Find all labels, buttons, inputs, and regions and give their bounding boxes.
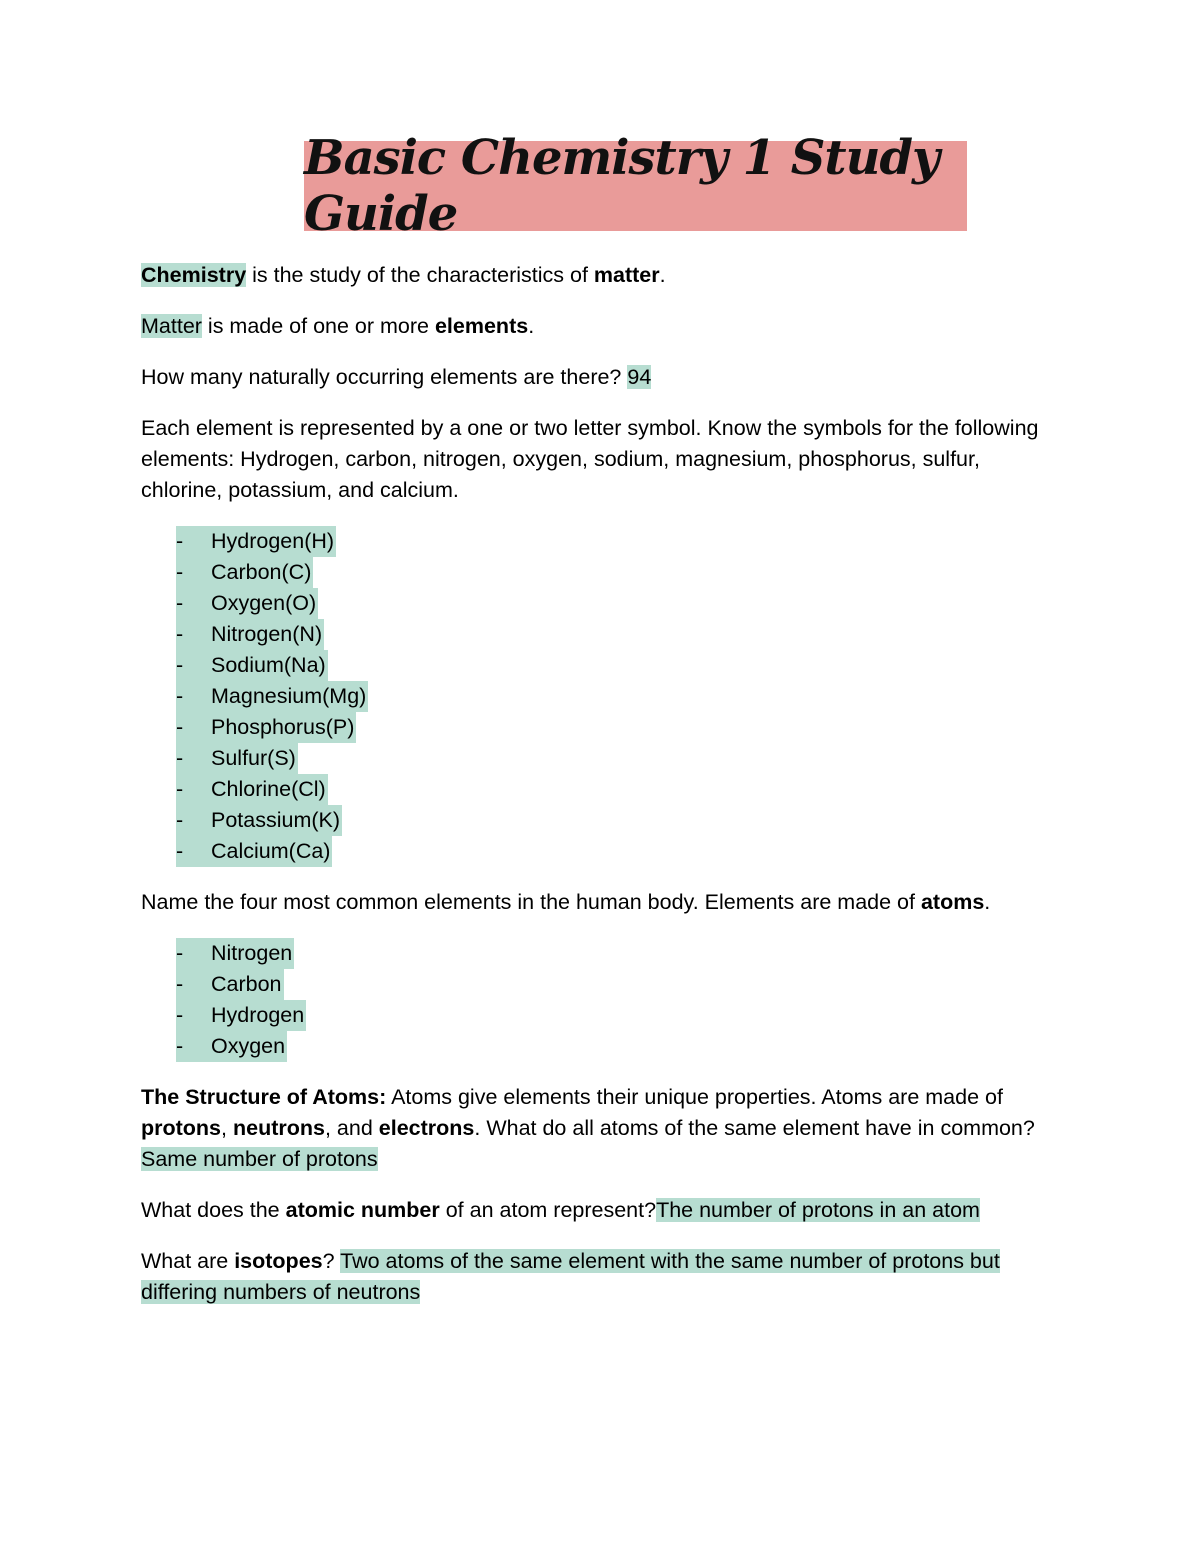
- list-item-label: Magnesium(Mg): [211, 684, 367, 708]
- paragraph-atom-structure: The Structure of Atoms: Atoms give elements their unique properties. Atoms are made of protons, neutrons, and electrons. What do all atoms of the same element have in common? Same number of protons: [141, 1085, 1035, 1171]
- list-item-label: Potassium(K): [211, 808, 341, 832]
- list-item-label: Calcium(Ca): [211, 839, 331, 863]
- list-item-label: Carbon: [211, 972, 282, 996]
- list-item: [176, 774, 1061, 805]
- dash-bullet: -: [176, 1003, 184, 1027]
- list-item-label: Sodium(Na): [211, 653, 326, 677]
- dash-bullet: -: [176, 746, 184, 770]
- paragraph-matter: Matter is made of one or more elements.: [141, 314, 535, 338]
- list-item: [176, 526, 1061, 557]
- dash-bullet: -: [176, 529, 184, 553]
- list-item: [176, 938, 1061, 969]
- list-item: [176, 969, 1061, 1000]
- list-item: [176, 805, 1061, 836]
- page-title: Basic Chemistry 1 Study Guide: [304, 130, 939, 242]
- list-item: [176, 743, 1061, 774]
- list-item-label: Chlorine(Cl): [211, 777, 326, 801]
- paragraph-symbols: Each element is represented by a one or two letter symbol. Know the symbols for the following elements: Hydrogen, carbon, nitrogen, oxygen, sodium, magnesium, phosphorus, sulfur, chlorine, potassium, and calcium.: [141, 416, 1039, 502]
- list-item-label: Hydrogen: [211, 1003, 305, 1027]
- highlight-answer: 94: [627, 365, 652, 389]
- dash-bullet: -: [176, 560, 184, 584]
- elements-list: [141, 526, 1061, 867]
- paragraph-isotopes: What are isotopes? Two atoms of the same element with the same number of protons but differing numbers of neutrons: [141, 1249, 1000, 1304]
- document-body: [141, 260, 1061, 1328]
- dash-bullet: -: [176, 1034, 184, 1058]
- dash-bullet: -: [176, 684, 184, 708]
- list-item: [176, 650, 1061, 681]
- list-item-label: Hydrogen(H): [211, 529, 335, 553]
- list-item-label: Phosphorus(P): [211, 715, 355, 739]
- highlight-answer: Same number of protons: [141, 1147, 378, 1171]
- paragraph-human-body: Name the four most common elements in the human body. Elements are made of atoms.: [141, 890, 991, 914]
- title-banner: [304, 130, 967, 242]
- dash-bullet: -: [176, 653, 184, 677]
- list-item-label: Oxygen(O): [211, 591, 317, 615]
- list-item-label: Sulfur(S): [211, 746, 296, 770]
- paragraph-chemistry: Chemistry is the study of the characteristics of matter.: [141, 263, 666, 287]
- highlight-answer: The number of protons in an atom: [656, 1198, 980, 1222]
- paragraph-atomic-number: What does the atomic number of an atom represent?The number of protons in an atom: [141, 1198, 980, 1222]
- dash-bullet: -: [176, 839, 184, 863]
- list-item: [176, 1031, 1061, 1062]
- list-item-label: Oxygen: [211, 1034, 286, 1058]
- dash-bullet: -: [176, 622, 184, 646]
- highlight-term: Chemistry: [141, 263, 247, 287]
- dash-bullet: -: [176, 591, 184, 615]
- list-item: [176, 681, 1061, 712]
- dash-bullet: -: [176, 972, 184, 996]
- dash-bullet: -: [176, 941, 184, 965]
- body-elements-list: [141, 938, 1061, 1062]
- list-item: [176, 588, 1061, 619]
- highlight-term: Matter: [141, 314, 202, 338]
- dash-bullet: -: [176, 808, 184, 832]
- list-item-label: Nitrogen(N): [211, 622, 323, 646]
- list-item-label: Nitrogen: [211, 941, 293, 965]
- list-item: [176, 557, 1061, 588]
- paragraph-element-count: How many naturally occurring elements are there? 94: [141, 365, 652, 389]
- dash-bullet: -: [176, 715, 184, 739]
- list-item: [176, 1000, 1061, 1031]
- list-item: [176, 619, 1061, 650]
- list-item: [176, 836, 1061, 867]
- dash-bullet: -: [176, 777, 184, 801]
- list-item: [176, 712, 1061, 743]
- highlight-answer: Two atoms of the same element with the same number of protons but differing numbers of neutrons: [141, 1249, 1000, 1304]
- list-item-label: Carbon(C): [211, 560, 312, 584]
